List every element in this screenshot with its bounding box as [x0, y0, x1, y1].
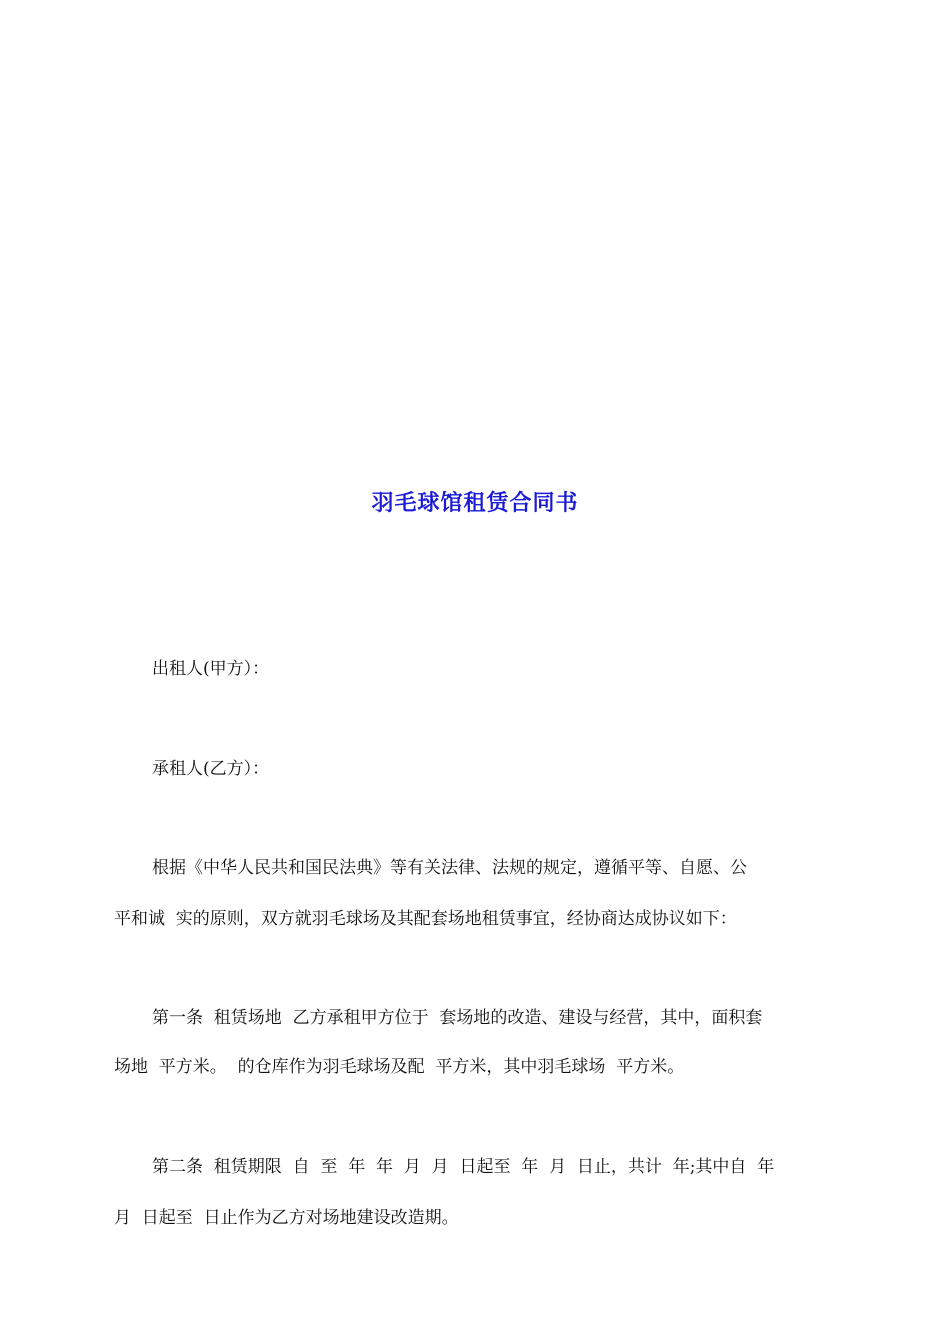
article-2-line-1: 第二条 租赁期限 自 至 年 年 月 月 日起至 年 月 日止，共计 年;其中自 年: [152, 1157, 775, 1177]
preamble-line-2: 平和诚 实的原则，双方就羽毛球场及其配套场地租赁事宜，经协商达成协议如下：: [114, 909, 737, 929]
lessee-label: 承租人(乙方）：: [152, 759, 270, 779]
article-1-line-1: 第一条 租赁场地 乙方承租甲方位于 套场地的改造、建设与经营，其中，面积套: [152, 1008, 763, 1028]
article-2-line-2: 月 日起至 日止作为乙方对场地建设改造期。: [114, 1208, 459, 1228]
preamble-line-1: 根据《中华人民共和国民法典》等有关法律、法规的规定，遵循平等、自愿、公: [152, 858, 747, 878]
document-title: 羽毛球馆租赁合同书: [371, 490, 579, 516]
lessor-label: 出租人(甲方）：: [152, 659, 270, 679]
article-1-line-2: 场地 平方米。 的仓库作为羽毛球场及配 平方米，其中羽毛球场 平方米。: [114, 1057, 685, 1077]
